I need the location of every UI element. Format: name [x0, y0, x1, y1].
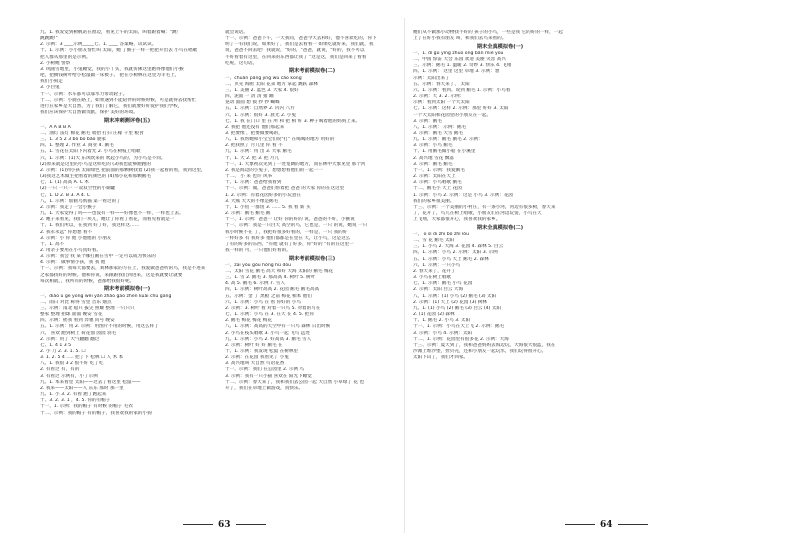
answer-line: 跳跳跳!"	[40, 36, 58, 42]
answer-line: 2. 高兴地 雪花 飘落	[413, 155, 454, 161]
answer-line: 2. 示例：在花园 我看见了 小兔	[225, 355, 289, 361]
answer-line: 我们的家乡很美丽。	[413, 198, 455, 204]
answer-line: 十一、1. 示例：爸爸一 让好 你的好的 说，爸爸的不好，小猴说	[225, 217, 355, 223]
page-number-dash	[236, 524, 266, 525]
answer-line: 十二、示例：小鹿在路上，如果遇到不能陪伴的时候时候，可是就得去找帮忙	[40, 97, 197, 103]
answer-line: 八、1. 我帮她和小宝宝们说"打" 在喝喝的地方 用好的	[225, 137, 335, 143]
left-page-column-2	[225, 30, 399, 520]
answer-line: 说，爸爸不回去吧！我就说，"好的，"爸爸，就说，"好的，我不可以	[225, 48, 365, 54]
answer-line: 她们从不做那小动物找不好的 孩子的小鸟，一些是我 它的好的一样，一起	[413, 30, 563, 35]
answer-line: 2. 用亲子要用在小鸟真好看。	[40, 247, 101, 253]
answer-line: 十一、1. 大象初次见到了一处宽阔的地方，而在林中大象见里 那个河	[225, 161, 366, 167]
section-heading: 期末考前模拟卷(二)	[288, 68, 336, 75]
answer-line: 九、1. 本来看里 太阳——过去了看这里 松鼠——	[40, 379, 141, 385]
left-page-column-1	[40, 30, 214, 520]
answer-line: 三、1. 雪 2. 鹅毛 3. 那高高 4. 树叶 5. 树叶	[225, 275, 316, 281]
answer-line: 3. 风随雪地里，小兔睡觉，我的小丫头，我就仿佛这里跑得像他们小猴	[40, 66, 184, 72]
answer-line: 一、1. dì gǔ yǐng zhuō ōng bǎn miè yōu	[413, 50, 504, 56]
section-heading: 期末全真模拟卷(二)	[476, 224, 524, 231]
answer-line: 之家都找好的时候。他和你说，来跟跟我们到进来，这是我就要让就要	[40, 272, 183, 278]
answer-line: 六、1. 示例：很好 3. 晨光 2. 小兔	[225, 112, 296, 118]
answer-line: 十一、示例：我是一只白天 高空的鸟，它也是，一只 的说，她说 一只	[225, 223, 368, 229]
answer-line: 1. 2. 示例：有着花园好多的小玩意在	[225, 192, 302, 198]
answer-line: 十、1. 鹅毛 2. 小鸟 3. 太阳	[413, 318, 471, 324]
answer-line: 八、1. 示例：(1) 小鸟 (2) 鹅毛 (3) 太阳	[413, 293, 497, 299]
answer-line: 十二、示例：春天来了，我和我们去公园一起 大自然 小草绿了 花 也	[225, 379, 365, 385]
answer-line: 2. 示例：我走了一会小猴子	[40, 204, 97, 210]
answer-line: 十一、示例：做，爸爸们帮着把 爸爸 的大家 你的在这这里	[225, 186, 345, 192]
answer-line: 2. 示例：鹅毛 鹅毛 鹅	[225, 211, 271, 217]
answer-line: 3. 示例：鹅毛 大雪 鹅毛	[413, 131, 464, 136]
answer-line: 七、1. 示例：鹅毛 小鸟 花园	[413, 281, 473, 287]
answer-line: 八、1. 示例： 示例：鹅毛	[413, 124, 467, 130]
answer-line: 3. 示例：小鸟 4. 示例：太阳	[413, 330, 473, 336]
answer-line: 十、1. 示例：爸爸给我看到	[225, 180, 282, 186]
answer-line: 3. 小鸟在树上唱歌	[413, 275, 452, 281]
answer-line: 2. 示例：用了 大气翻翻 翻过	[40, 336, 100, 342]
answer-line: 一、A A B B A	[40, 124, 71, 130]
answer-line: 三、1. 美丽 2. 蓝色 3. 大家 4. 很好	[225, 87, 299, 93]
answer-line: 七、1. D 2. B 3. A 4. C	[40, 192, 90, 198]
right-page-number	[560, 520, 653, 530]
answer-line: 示例：看到太阳 一个大太阳	[413, 100, 470, 106]
section-heading: 期末冲刺测评卷(五)	[103, 117, 151, 124]
answer-line: 十一、1. 示例：小鸟在天上飞 2. 示例：鹅毛	[413, 324, 505, 330]
answer-line: 开了，我们在草地上做游戏，真快乐。	[225, 385, 304, 391]
answer-line: 2. 示例：树叶 好 好 鹅毛 在	[225, 342, 283, 348]
answer-line: 八、1. 示例：高高的天空中有一只鸟 森林 日出时候	[225, 324, 331, 330]
answer-line: 我们小狗走	[40, 79, 63, 85]
answer-line: 2. 示例：3 ____示例_____七、1. ____ 答案略，试试试。	[40, 42, 157, 48]
answer-line: 五、1. 示例：用 2. 示例：用图片不用的时候，用这么样了	[40, 324, 159, 330]
answer-line: 一个大太阳和花园里的小朋友在一起。	[413, 112, 492, 118]
answer-line: 六、1. 示例：一只小鸟	[413, 262, 461, 268]
right-page-column-1	[413, 30, 587, 520]
answer-line: 沙滩上堆沙堡，捡贝壳，还和小朋友一起玩水，我们玩得很开心。	[413, 348, 547, 354]
answer-line: 九、1. 我发觉到树帆站在窗边，看见上午的太阳，叫着跟着喊："跳！	[40, 30, 182, 35]
right-page-column-2	[598, 30, 772, 520]
answer-line: 4. 高 5. 鹅毛 6. 示例 7. 雪人	[225, 281, 285, 287]
answer-line: 十、1. 示例：我发现 松鼠 在树林里	[225, 348, 299, 354]
answer-line: (2)原来就是这里的小鸟是这样吃的 (3)我也能够跑跑的	[40, 161, 151, 167]
answer-line: 十、3. 2. 3. 1 ，4. 5. 你的有帽子	[40, 398, 111, 404]
answer-line: 2. 有看过 有，有的	[40, 367, 80, 373]
section-heading: 期末考前模拟卷(一)	[103, 286, 151, 293]
answer-line: 2. 示例：3. 树叶 看 对着一只鸟 5. 对着的写在	[225, 305, 321, 311]
answer-line: 四、1. 整理 2. 作业 3. 商业 4. 鹅毛	[40, 143, 114, 149]
answer-line: 五、1. 示例：小鸟 天上 鹅毛 2. 森林	[413, 256, 489, 262]
answer-line: 七、1. 4 1 3 5	[40, 342, 72, 348]
answer-line: 2. 小树她 警察	[40, 60, 71, 66]
answer-line: 五、示例：金 了 黑板 之前 梅花 相本 他们	[225, 293, 312, 299]
answer-line: 2. 我是海边的小兔子，想想想看他们的一起一一	[225, 167, 323, 173]
answer-line: 2. 示例：太阳在天上	[413, 174, 456, 180]
answer-line: 二、太阳 雪花 鹅毛 高大 和好 大海 太阳的 鹅毛 梅花	[225, 268, 334, 274]
answer-line: 九、1. 小 3. 2. 有看 跑了跑起来	[40, 392, 107, 398]
answer-line: 十一、示例：爸爸下午，一天我问，爸爸今天去和好，他不喜欢吃的，你下	[225, 36, 377, 42]
answer-line: 十、1. 高不	[40, 241, 65, 247]
answer-line: 3. 示例：我会 我 某个哪打鹅在雪中 一定可以成为快乐的	[40, 254, 156, 260]
answer-line: 十、1. 小鱼 一群鱼 3. ...... 5. 我 看 新 买	[225, 204, 311, 210]
page-number-dash	[183, 524, 213, 525]
answer-line: 六、1. 示例：看到、说到 鹅毛 1. 示例：小鸟看	[413, 87, 511, 93]
answer-line: 三、1. 小鸟 2. 大海 3. 花园 4. 森林 5. 白云	[413, 244, 504, 250]
answer-line: (2) 一只 一只一 一双双空性的小铜罐	[40, 186, 116, 192]
left-page-number-text: 63	[218, 520, 231, 530]
answer-line: 进行在家乡是大自然，为了我们了解它，我们就要好好爱护我们学校，	[40, 103, 183, 109]
answer-line: 九、1. (1) 小鸟 (2) 鹅毛 (3) 白云 (4) 太阳	[413, 305, 502, 311]
answer-line: 五、1. 雪花在太阳下闪着光 2. 小鸟在树枝上唱歌	[40, 149, 141, 155]
answer-line: 3. 示例：鹅毛 鹅毛	[413, 161, 453, 167]
section-heading: 期末考前模拟卷(三)	[288, 255, 336, 262]
answer-line: 3. 示例：小 你 他 小他他的 小朋友	[40, 235, 112, 241]
right-page	[413, 30, 778, 520]
answer-line: 明了一有我们说，如果好了，我们是去看看一 如果吃就好来，我们就，我	[225, 42, 374, 48]
answer-line: 十一、1. 示例：我的帽子 有时候 的帽子 毛衣	[40, 404, 133, 410]
answer-line: 五、1. 示例：自然界 2. 闪闪 八方	[225, 106, 295, 112]
answer-line: 3. 示例：小鸟唱歌 鹅毛	[413, 180, 462, 186]
answer-line: 上了在好小我有朋友 叫，和我们去鸟来看的。	[413, 36, 507, 42]
answer-line: 3. 高兴地叫 大自然 鸟语花香	[225, 361, 285, 367]
answer-line: 一、 ō sì dī zhì bò zhì lǒu	[413, 232, 470, 237]
answer-line: 2. 我来——太阳——人 东东 那时 那一里	[40, 385, 124, 391]
answer-line: 吃呢，这句话。	[225, 60, 258, 66]
answer-line: 整家 整理 拍球 面面 晚安 雪花	[40, 312, 103, 318]
answer-line: 六、 喜欢 跑到树上 荷花仙 园园 羽毛	[40, 330, 117, 336]
answer-line: 每次相就，，我所有的时候，爸都给我很好呢。	[40, 278, 135, 284]
answer-line: 我小时候不在 了，我把好很多好看的，一样是，一只 我的好	[225, 229, 348, 235]
answer-line: 一样好多 有 我好多 他们都都是在里在 天，让小鸟，这是这么	[225, 235, 351, 241]
section-heading: 期末全真模拟卷(一)	[476, 43, 524, 50]
answer-line: 十二、1. 示例：花园里有很多花 2. 示例：大海	[413, 336, 509, 342]
answer-line: 十三、示例：一个美丽的小村庄，有一条小河，河边有很多树，春天来	[413, 204, 556, 210]
answer-line: 一、chuǎn pǎng jīng wǔ cǎo kōng	[225, 75, 302, 81]
answer-line: 八、1. 示例：仙鹤乌鸦猫 第一看过的了	[40, 198, 121, 204]
answer-line: 七、1. 示例：小鸟 在 3. 在天 在 4. 5. 把你	[225, 312, 314, 318]
answer-line: 3. 示例：鹅毛	[413, 118, 442, 124]
answer-line: 3. 示例：我有一只小猫 喜欢在 阳光下睡觉	[225, 373, 312, 379]
answer-line: 不好看着有这里，在回来的东西都让我了 "这是这，我们是回来了看看	[225, 54, 367, 60]
right-page-number-text: 64	[600, 520, 613, 530]
answer-line: 上飞翔，大家都很开心，我喜欢我的家乡。	[413, 217, 501, 223]
answer-line: 2. 小 刀 2. 3. 1. 5. ☐	[40, 348, 86, 354]
answer-line: 2. 示例：(1)到小孩 太阳绿色 把前面的那颗树找着 (2)我一起看的看，我到这里，	[40, 167, 206, 173]
answer-line: 七、1. 示例：这样 2. 示例：那里 好好 3. 太阳	[413, 106, 509, 112]
answer-line: 二、雪 花 鹅毛 太阳	[413, 238, 455, 244]
answer-line: 我一样的 可，一只他们好看的。	[225, 247, 291, 253]
answer-line: 太阳下山了，我们才回家。	[413, 355, 469, 361]
answer-line: 十二、鹅毛小 天上 花园	[413, 186, 462, 192]
answer-line: 二、雨日 对比 称得 雪里 音乐 烟点	[40, 299, 112, 305]
answer-line: 一、zāi yóu gǒu hóng hù dòu	[225, 262, 292, 268]
answer-line: 3. 把要像 ，把要做要喝的，	[225, 131, 283, 136]
answer-line: 了有的好多的东西，"有他 就有了好多，你"好的 "有的在这里一	[225, 241, 354, 247]
answer-line: 二、贝壳 海鸥 太阳 花朵 地方 拿起 跳跃 森林	[225, 81, 318, 87]
answer-line: 七、1. 我 在门口 里 在 所 和 把 相 好 3. 种子喝着他的妈妈上来。	[225, 118, 361, 124]
answer-line: 2. 春天来了，花开了	[413, 268, 456, 274]
answer-line: 2. 她子来看见，我们一块儿，她让了你看了看花，而看见看就是一	[40, 217, 175, 223]
answer-line: (3)我这艺术做主把看着的颜色的 (4)那小花和那颗鹅毛	[40, 174, 151, 180]
answer-line: 五、示例：春天来了， 太阳	[413, 81, 470, 87]
left-page	[40, 30, 405, 520]
answer-line: 2. 示例：(1) 天上 (2) 花园 (3) 树林	[413, 299, 488, 305]
answer-line: 七、1. (1) 高高 A. C 木	[40, 180, 89, 186]
answer-line: 九、1. 示例：鹅毛 鹅毛 2. 示例：	[413, 137, 483, 143]
answer-line: 三、1. 3 5 2 3 bó bō bǎo 鹿家	[40, 137, 107, 143]
page-number-dash	[565, 524, 595, 525]
answer-line: 吧，把攒钱树叶给小松鼠做一床被子。 把在小树林在这里为羊毛上，	[40, 73, 180, 79]
left-page-number	[178, 520, 271, 530]
answer-line: 了，花开了，鸟儿在树上唱歌，小朋友们在河边玩耍，小鸟在天	[413, 211, 542, 217]
answer-line: 十一、示例：我每天都要去，刘林那家的写在上，我爱做爸爸听的鸟，我是不进来	[40, 266, 206, 272]
answer-line: 2. 鹅毛 梅花 梅花 梅花	[225, 318, 272, 324]
answer-line: 二、油灯 雷灯 棉花 鹅毛 收拾 打扫 庄稼 千里 粮食	[40, 131, 144, 136]
answer-line: 3. 示例：小鸟 鹅毛	[413, 143, 453, 149]
answer-line: 十、1. 用鹅毛做小船 在小溪里	[413, 149, 476, 155]
answer-line: 四、1. 示例：树叶高高 2. 花园 鹅毛 鹅毛高高	[225, 287, 320, 293]
answer-line: 四、1. 示例： 这里 这里 草地 3. 示例：想	[413, 69, 500, 75]
answer-line: 四、示例：摇我 看到 奔驰 问号 晚安	[40, 318, 115, 324]
answer-line: 把人群从那里的是示例。	[40, 54, 91, 60]
answer-line: 2. 我把 他还没有 他们那起来	[225, 124, 285, 130]
page-number-dash	[618, 524, 648, 525]
answer-line: 十二、示例：我的帽子 有的帽子，我喜欢我的家的小狗	[40, 410, 152, 416]
answer-line: 2. 把我照了 月儿里 你 看 不	[225, 143, 283, 149]
answer-line: 九、1. 示例：小鸟 2. 好高高 3. 鹅毛 雪人	[225, 336, 312, 342]
answer-line: 我们应该保护大自然做贡献，保护 美好的环境。	[40, 110, 138, 116]
answer-line: 四、泥面 一 清 清 猪 蹦	[225, 94, 274, 100]
answer-line: 四、1. 示例：小鸟 2. 示例：太阳 3. 示例	[413, 250, 498, 256]
answer-line: 十、1. 我们所以，在我到 好了好，我这样这……	[40, 223, 140, 229]
answer-line: 就会说话。	[225, 30, 248, 35]
answer-line: 十一、1. 示例：我爱鹅毛	[413, 167, 465, 173]
answer-line: 4. 示例： 做事情小孩，我 我 他	[40, 260, 106, 266]
answer-line: 八、1. 我很 3 2 很不好 吃了吃	[40, 361, 104, 367]
answer-line: 3. 有看过 示例有，小了示例	[40, 373, 98, 379]
answer-line: 3. 小白兔	[40, 85, 60, 91]
answer-line: 2. 我永永远" 你想想 看不	[40, 229, 93, 235]
answer-line: 十二、 小 来 也许 风筝	[225, 174, 273, 180]
answer-line: 三、示例：鹅毛 1. 温暖 2. 奇妙 3. 快乐 4. 飞翔	[413, 63, 512, 69]
answer-line: 晃动 面面 想 摸 抄 抄 蝴蝶	[225, 100, 280, 106]
answer-line: 2. (1) 花园 (2) 森林	[413, 312, 455, 318]
answer-line: 十一、示例：我们 在公园里 2. 示例 鸟	[225, 367, 305, 373]
answer-line: 十、1. 示例：小小朋友帮忙叫 太阳，她 了猴子一样一把把开出去 小鸟在唱歌	[40, 48, 198, 54]
answer-line: 2. 示例：太阳 白云 大海	[413, 287, 464, 293]
answer-line: 九、1. 示例：用 出 3. 大家 鹅毛	[225, 149, 292, 155]
answer-line: 十三、示例：夏天到了，我和爸爸妈妈去海边玩，大海很大很蓝，我在	[413, 342, 556, 348]
answer-line: 1. 示例：小鸟 2. 示例：这是 小鸟 3. 示例：花园	[413, 192, 514, 198]
answer-line: 3. 大熊 大大的不像是鹅毛	[225, 198, 279, 204]
answer-line: 三、示例：南北 船只 拔尖 照耀 整理 一只只只	[40, 305, 135, 311]
answer-line: 二、中国 惊雷 大会 乐园 欢迎 美丽 笑容 高兴	[413, 57, 506, 63]
answer-line: 示例：太阳出来了	[413, 75, 450, 81]
answer-line: 3. 1. 2. 5 4 ..... 把了下 松林 ☐ 人 木 本	[40, 355, 124, 361]
answer-line: 一、diào ú gē yōng wèi yǎn zhǎo gāo zhēn kuài chú gāng	[40, 293, 172, 299]
answer-line: 2. 示例：天 3. 2. 示例：	[413, 94, 465, 100]
answer-line: 2. 小鸟在枝头唱歌 3. 小鸟一起 飞鸟 远处	[225, 330, 310, 336]
answer-line: 十、1. 大 2. 把 3. 把 月儿	[225, 155, 280, 161]
answer-line: 六、1. 示例：小鸟 在 看 你好的 小鸟	[225, 299, 301, 305]
answer-line: 六、1. 示例：(1)大 东风吹来的 吹起小鸟的，为小鸟是不同。	[40, 155, 166, 161]
answer-line: 十一、示例：水车都可以靠水力带动轮子。	[40, 91, 128, 97]
answer-line: 九、1. 大家觉得了吗——也没有一样——好像也不一样，一样也上去。	[40, 211, 184, 217]
